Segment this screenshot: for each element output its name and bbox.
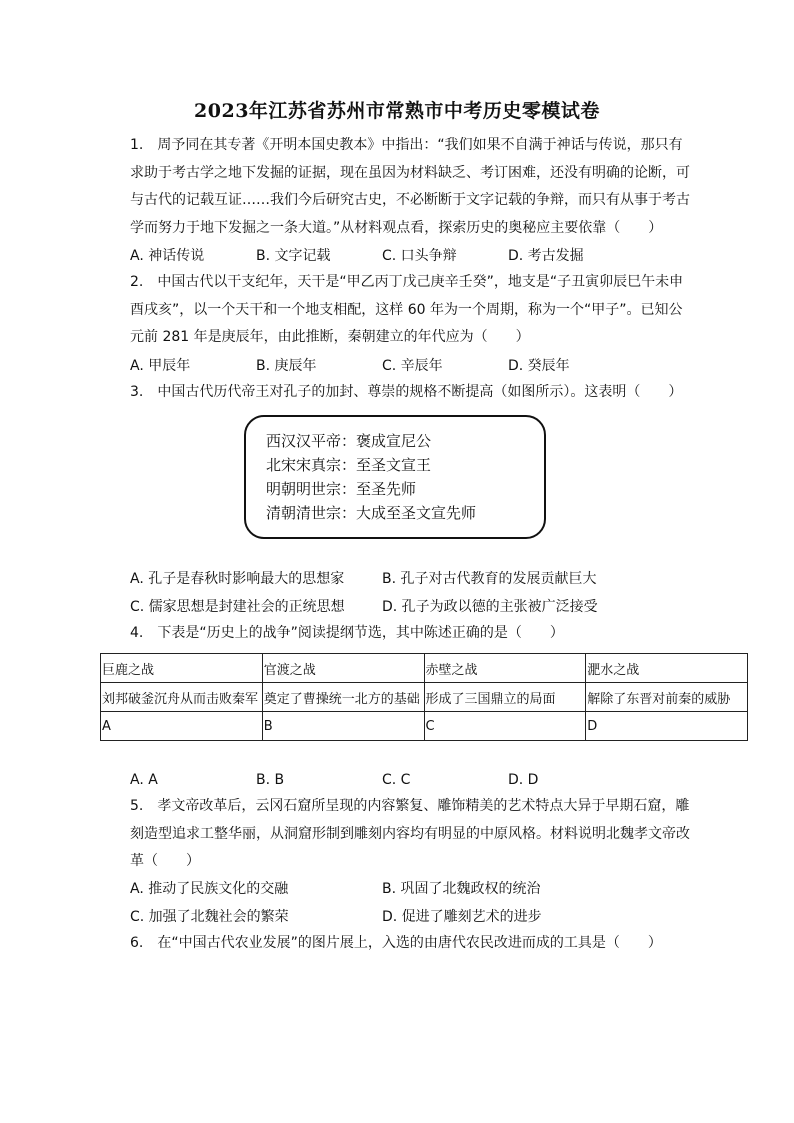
question-2-option-c: C. 辛辰年 <box>382 358 443 374</box>
page-title: 2023年江苏省苏州市常熟市中考历史零模试卷 <box>194 100 600 122</box>
table-cell: D <box>586 712 748 741</box>
question-3-stem: 3. 中国古代历代帝王对孔子的加封、尊崇的规格不断提高（如图所示）。这表明（ ） <box>130 384 683 400</box>
question-5-option-c: C. 加强了北魏社会的繁荣 <box>130 909 289 925</box>
box-line: 明朝明世宗：至圣先师 <box>266 480 417 498</box>
question-4-option-c: C. C <box>382 772 411 788</box>
table-cell: 解除了东晋对前秦的威胁 <box>586 683 748 712</box>
table-cell: 赤壁之战 <box>424 654 586 683</box>
box-line: 西汉汉平帝：褒成宣尼公 <box>266 432 432 450</box>
question-4-option-b: B. B <box>256 772 285 788</box>
question-1-option-c: C. 口头争辩 <box>382 248 457 264</box>
table-cell: A <box>101 712 263 741</box>
question-5-option-d: D. 促进了雕刻艺术的进步 <box>382 909 542 925</box>
question-4-option-a: A. A <box>130 772 158 788</box>
question-6-stem: 6. 在“中国古代农业发展”的图片展上，入选的由唐代农民改进而成的工具是（ ） <box>130 935 662 951</box>
question-4-stem: 4. 下表是“历史上的战争”阅读提纲节选，其中陈述正确的是（ ） <box>130 625 564 641</box>
question-3-option-c: C. 儒家思想是封建社会的正统思想 <box>130 599 345 615</box>
question-4-option-d: D. D <box>508 772 539 788</box>
table-cell: 官渡之战 <box>262 654 424 683</box>
table-row <box>101 683 748 712</box>
box-line: 北宋宋真宗：至圣文宣王 <box>266 456 432 474</box>
question-2-option-b: B. 庚辰年 <box>256 358 317 374</box>
question-2-option-d: D. 癸辰年 <box>508 358 570 374</box>
table-cell: 形成了三国鼎立的局面 <box>424 683 586 712</box>
question-2-option-a: A. 甲辰年 <box>130 358 191 374</box>
table-cell: 刘邦破釜沉舟从而击败秦军 <box>101 683 263 712</box>
question-1-stem: 1. 周予同在其专著《开明本国史教本》中指出：“我们如果不自满于神话与传说，那只有求助于考古学之地下发掘的证据，现在虽因为材料缺乏、考订困难，还没有明确的论断，可与古代的记载互证……我们今后研究古史，不必断断于文字记载的争辩，而只有从事于考古学而努力于地下发掘之一条大道。”从材料观点看，探索历史的奥秘应主要依靠（ ） <box>130 137 690 236</box>
question-3-option-b: B. 孔子对古代教育的发展贡献巨大 <box>382 571 597 587</box>
kongzi-titles-box <box>244 415 546 539</box>
question-1-option-b: B. 文字记载 <box>256 248 331 264</box>
table-cell: B <box>262 712 424 741</box>
question-1-option-d: D. 考古发掘 <box>508 248 584 264</box>
table-cell: C <box>424 712 586 741</box>
question-1-option-a: A. 神话传说 <box>130 248 205 264</box>
question-2-stem: 2. 中国古代以干支纪年，天干是“甲乙丙丁戊己庚辛壬癸”，地支是“子丑寅卯辰巳午未申酉戌亥”，以一个天干和一个地支相配，这样 60 年为一个周期，称为一个“甲子”。已知公元前 281 年是庚辰年，由此推断，秦朝建立的年代应为（ ） <box>130 274 684 345</box>
question-5-option-b: B. 巩固了北魏政权的统治 <box>382 881 541 897</box>
box-line: 清朝清世宗：大成至圣文宣先师 <box>266 504 477 522</box>
question-5-option-a: A. 推动了民族文化的交融 <box>130 881 289 897</box>
question-5-stem: 5. 孝文帝改革后，云冈石窟所呈现的内容繁复、雕饰精美的艺术特点大异于早期石窟，雕刻造型追求工整华丽，从洞窟形制到雕刻内容均有明显的中原风格。材料说明北魏孝文帝改革（ ） <box>130 798 690 869</box>
table-cell: 巨鹿之战 <box>101 654 263 683</box>
table-row <box>101 712 748 741</box>
table-row <box>101 654 748 683</box>
table-cell: 淝水之战 <box>586 654 748 683</box>
question-3-option-d: D. 孔子为政以德的主张被广泛接受 <box>382 599 598 615</box>
question-3-option-a: A. 孔子是春秋时影响最大的思想家 <box>130 571 345 587</box>
wars-table <box>100 653 748 741</box>
table-cell: 奠定了曹操统一北方的基础 <box>262 683 424 712</box>
